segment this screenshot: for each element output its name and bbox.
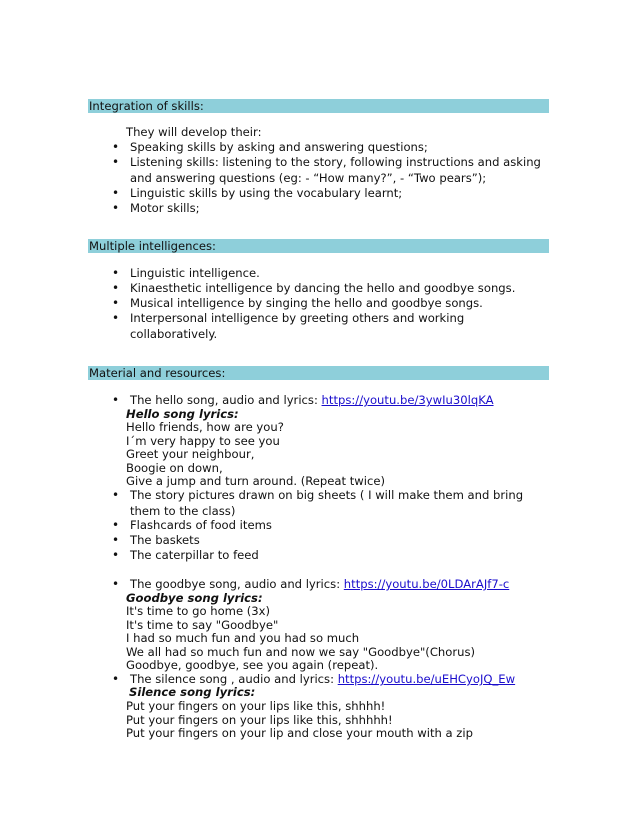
silence-lyric-line: Put your fingers on your lip and close your mouth with a zip: [126, 726, 473, 740]
bullet: •: [112, 518, 120, 532]
goodbye-song-label: The goodbye song, audio and lyrics:: [130, 577, 344, 591]
goodbye-lyrics-title: Goodbye song lyrics:: [126, 591, 263, 605]
skills-heading: Integration of skills:: [89, 99, 204, 113]
materials-heading: Material and resources:: [89, 366, 226, 380]
goodbye-lyric-line: It's time to go home (3x): [126, 604, 271, 618]
silence-song-label: The silence song , audio and lyrics:: [130, 672, 338, 686]
bullet: •: [112, 155, 120, 169]
material-item: Flashcards of food items: [130, 518, 272, 532]
material-item: The story pictures drawn on big sheets ( I will make them and bring: [130, 488, 524, 502]
skills-item: Linguistic skills by using the vocabulary learnt;: [130, 186, 403, 200]
bullet: •: [112, 393, 120, 407]
hello-song-label: The hello song, audio and lyrics:: [130, 393, 322, 407]
intelligence-item: Musical intelligence by singing the hello and goodbye songs.: [130, 296, 483, 310]
skills-intro: They will develop their:: [126, 125, 262, 139]
silence-lyric-line: Put your fingers on your lips like this, shhhh!: [126, 699, 386, 713]
silence-lyrics-title: Silence song lyrics:: [129, 685, 256, 699]
bullet: •: [112, 281, 120, 295]
goodbye-song-link[interactable]: https://youtu.be/0LDArAJf7-c: [343, 577, 510, 591]
goodbye-lyric-line: It's time to say "Goodbye": [126, 618, 279, 632]
silence-song-item: [130, 672, 515, 686]
bullet: •: [112, 488, 120, 502]
goodbye-lyric-line: We all had so much fun and now we say "Goodbye"(Chorus): [126, 645, 476, 659]
bullet: •: [112, 201, 120, 215]
intelligences-heading: Multiple intelligences:: [89, 239, 216, 253]
material-item: The baskets: [130, 533, 200, 547]
silence-lyric-line: Put your fingers on your lips like this, shhhhh!: [126, 713, 393, 727]
hello-lyric-line: Boogie on down,: [126, 461, 223, 475]
hello-song-item: [130, 393, 494, 407]
skills-item: Motor skills;: [130, 201, 200, 215]
bullet: •: [112, 672, 120, 686]
hello-lyrics-title: Hello song lyrics:: [126, 407, 239, 421]
intelligence-item-continued: collaboratively.: [130, 327, 218, 341]
goodbye-lyric-line: I had so much fun and you had so much: [126, 631, 360, 645]
intelligence-item: Linguistic intelligence.: [130, 266, 260, 280]
hello-song-link[interactable]: https://youtu.be/3ywIu30lqKA: [321, 393, 494, 407]
hello-lyric-line: Give a jump and turn around. (Repeat twice): [126, 474, 386, 488]
intelligence-item: Interpersonal intelligence by greeting others and working: [130, 311, 465, 325]
bullet: •: [112, 266, 120, 280]
bullet: •: [112, 296, 120, 310]
bullet: •: [112, 140, 120, 154]
intelligence-item: Kinaesthetic intelligence by dancing the hello and goodbye songs.: [130, 281, 516, 295]
bullet: •: [112, 186, 120, 200]
skills-item: Listening skills: listening to the story, following instructions and asking: [130, 155, 541, 169]
goodbye-song-item: [130, 577, 509, 591]
bullet: •: [112, 577, 120, 591]
goodbye-lyric-line: Goodbye, goodbye, see you again (repeat).: [126, 658, 379, 672]
bullet: •: [112, 533, 120, 547]
silence-song-link[interactable]: https://youtu.be/uEHCyoJQ_Ew: [337, 672, 516, 686]
skills-item: Speaking skills by asking and answering questions;: [130, 140, 428, 154]
material-item: The caterpillar to feed: [130, 548, 259, 562]
hello-lyric-line: Hello friends, how are you?: [126, 420, 284, 434]
material-item-continued: them to the class): [130, 504, 236, 518]
hello-lyric-line: Greet your neighbour,: [126, 447, 255, 461]
bullet: •: [112, 311, 120, 325]
skills-heading-bar: [88, 99, 549, 113]
skills-item-continued: and answering questions (eg: - “How many?”, - “Two pears”);: [130, 171, 487, 185]
hello-lyric-line: I´m very happy to see you: [126, 434, 280, 448]
intelligences-heading-bar: [88, 239, 549, 253]
materials-heading-bar: [88, 366, 549, 380]
bullet: •: [112, 548, 120, 562]
